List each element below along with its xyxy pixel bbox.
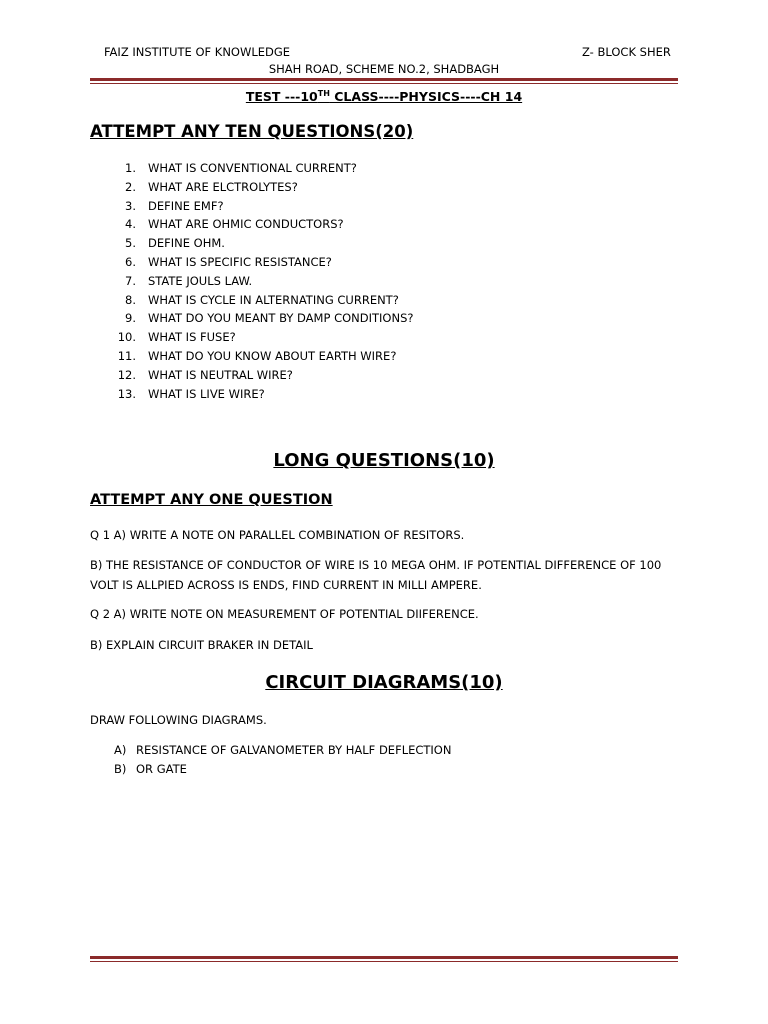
question-1b: B) THE RESISTANCE OF CONDUCTOR OF WIRE IS 10 MEGA OHM. IF POTENTIAL DIFFERENCE OF 100 VOLT IS ALLPIED ACROSS IS ENDS, FIND CURRENT IN MILLI AMPERE. [90,558,662,592]
list-item-number: A) [114,743,127,757]
circuit-instruction: DRAW FOLLOWING DIAGRAMS. [90,713,267,727]
list-item-text: DEFINE OHM. [148,236,225,251]
list-item-number: 2. [125,179,136,194]
short-questions-heading: ATTEMPT ANY TEN QUESTIONS(20) [90,122,414,141]
address-line: SHAH ROAD, SCHEME NO.2, SHADBAGH [268,62,500,76]
test-title [0,89,768,104]
list-item [108,760,451,779]
long-questions-subheading: ATTEMPT ANY ONE QUESTION [90,492,333,508]
test-title-suffix: CLASS----PHYSICS----CH 14 [329,89,523,105]
list-item-number: 13. [117,386,136,401]
list-item-number: 5. [125,236,136,251]
circuit-diagrams-heading: CIRCUIT DIAGRAMS(10) [265,672,503,693]
long-questions-heading: LONG QUESTIONS(10) [273,450,495,471]
list-item-number: 4. [125,217,136,232]
list-item-text: WHAT IS CYCLE IN ALTERNATING CURRENT? [148,292,399,307]
list-item [108,328,413,347]
short-questions-list [108,159,413,403]
list-item-number: 7. [125,273,136,288]
list-item-number: 3. [125,198,136,213]
list-item [108,741,451,760]
list-item-number: 11. [117,348,136,363]
test-title-prefix: TEST ---10 [245,89,318,105]
footer-rule [90,956,678,962]
list-item-text: STATE JOULS LAW. [148,273,253,288]
question-2a: Q 2 A) WRITE NOTE ON MEASUREMENT OF POTENTIAL DIIFERENCE. [90,607,479,621]
list-item [108,197,413,216]
question-2b: B) EXPLAIN CIRCUIT BRAKER IN DETAIL [90,638,313,652]
list-item [108,385,413,404]
list-item-number: 10. [117,330,136,345]
list-item-text: WHAT ARE OHMIC CONDUCTORS? [148,217,344,232]
list-item [108,366,413,385]
list-item-number: 9. [125,311,136,326]
list-item [108,159,413,178]
list-item-text: WHAT IS NEUTRAL WIRE? [148,367,293,382]
list-item-text: WHAT DO YOU MEANT BY DAMP CONDITIONS? [148,311,414,326]
list-item [108,234,413,253]
institute-name: FAIZ INSTITUTE OF KNOWLEDGE [104,45,291,59]
question-1a: Q 1 A) WRITE A NOTE ON PARALLEL COMBINATION OF RESITORS. [90,528,465,542]
list-item-number: 8. [125,292,136,307]
list-item-text: WHAT IS CONVENTIONAL CURRENT? [148,161,357,175]
test-title-sup: TH [317,89,330,98]
list-item-text: WHAT DO YOU KNOW ABOUT EARTH WIRE? [148,348,397,363]
list-item-number: 1. [125,161,136,175]
list-item [108,291,413,310]
list-item [108,309,413,328]
list-item [108,347,413,366]
list-item-number: 6. [125,254,136,269]
list-item-number: 12. [117,367,136,382]
list-item-number: B) [114,762,127,776]
header-rule [90,78,678,84]
list-item [108,215,413,234]
list-item-text: OR GATE [136,762,187,776]
list-item-text: WHAT IS LIVE WIRE? [148,386,265,401]
list-item-text: RESISTANCE OF GALVANOMETER BY HALF DEFLECTION [136,743,452,757]
address-right: Z- BLOCK SHER [582,45,671,59]
list-item [108,178,413,197]
list-item-text: WHAT ARE ELCTROLYTES? [148,179,298,194]
list-item-text: WHAT IS FUSE? [148,330,236,345]
list-item [108,272,413,291]
list-item-text: DEFINE EMF? [148,198,224,213]
list-item-text: WHAT IS SPECIFIC RESISTANCE? [148,254,332,269]
circuit-diagrams-list [108,741,451,779]
list-item [108,253,413,272]
